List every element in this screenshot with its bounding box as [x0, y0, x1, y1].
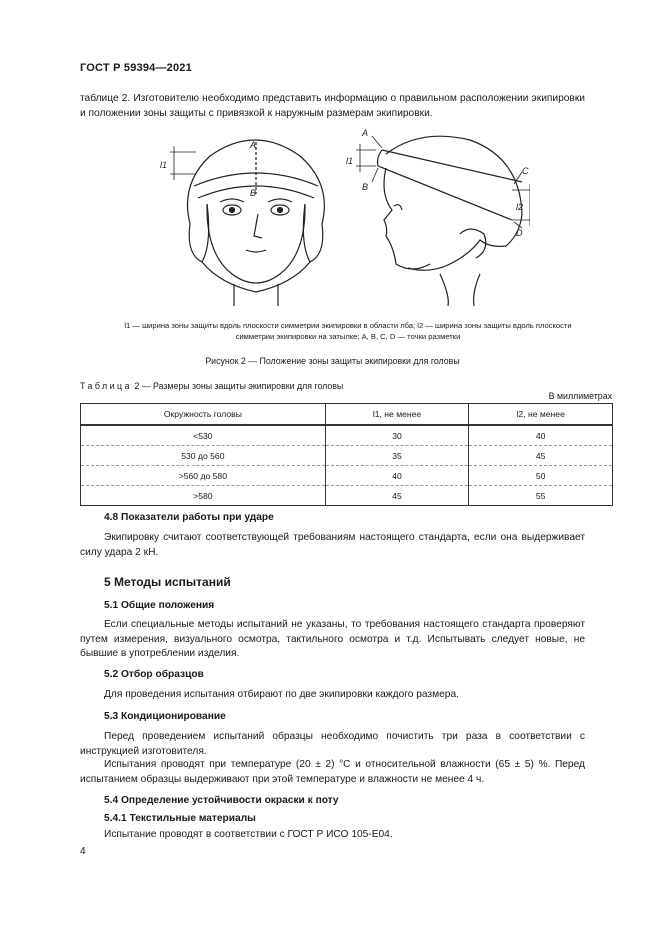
figure-caption: Рисунок 2 — Положение зоны защиты экипировки для головы [205, 356, 460, 366]
table-cell: 45 [469, 446, 613, 466]
section-5-heading: 5 Методы испытаний [104, 575, 231, 589]
section-4-8-heading: 4.8 Показатели работы при ударе [104, 512, 274, 523]
label-d-side: D [516, 228, 523, 238]
table-cell: 30 [325, 425, 469, 446]
section-5-3-heading: 5.3 Кондиционирование [104, 711, 226, 722]
table-title [80, 381, 343, 391]
table-cell: 40 [469, 425, 613, 446]
section-5-4-heading: 5.4 Определение устойчивости окраски к поту [104, 795, 339, 806]
section-5-3-text-2: Испытания проводят при температуре (20 ± 2) °С и относительной влажности (65 ± 5) %. Перед испытанием образцы выдерживают при этой температуре и влажности не менее 4 ч. [80, 759, 585, 785]
section-5-3-text-1: Перед проведением испытаний образцы необходимо почистить три раза в соответствии с инструкцией изготовителя. [80, 731, 585, 757]
table-header-row [81, 404, 613, 426]
figure-legend-line-2: симметрии экипировки на затылке; A, B, C, D — точки разметки [235, 332, 461, 341]
label-b-front: B [250, 188, 257, 198]
label-c-side: C [522, 166, 529, 176]
table-units: В миллиметрах [548, 391, 612, 401]
label-l2-side: l2 [516, 202, 524, 212]
column-header-circumference: Окружность головы [81, 404, 326, 426]
section-5-2-heading: 5.2 Отбор образцов [104, 669, 204, 680]
document-header: ГОСТ Р 59394—2021 [80, 62, 192, 74]
side-head-drawing [356, 136, 530, 306]
table-cell: 530 до 560 [81, 446, 326, 466]
head-protection-figure [150, 124, 530, 314]
front-head-drawing [170, 140, 324, 306]
table-cell: 35 [325, 446, 469, 466]
table-cell: >580 [81, 486, 326, 506]
protection-zone-table [80, 403, 613, 506]
intro-paragraph: таблице 2. Изготовителю необходимо представить информацию о правильном расположении экипировки и положении зоны защиты с привязкой к наружным размерам экипировки. [80, 93, 585, 119]
table-cell: >560 до 580 [81, 466, 326, 486]
section-5-2-text: Для проведения испытания отбирают по две экипировки каждого размера. [104, 689, 459, 700]
label-b-side: B [362, 182, 369, 192]
section-5-4-1-heading: 5.4.1 Текстильные материалы [104, 813, 256, 824]
column-header-l2: l2, не менее [469, 404, 613, 426]
label-a-front: A [250, 140, 257, 150]
figure-legend [88, 320, 608, 342]
section-5-4-1-text: Испытание проводят в соответствии с ГОСТ Р ИСО 105-Е04. [104, 829, 393, 840]
table-cell: 55 [469, 486, 613, 506]
table-row [81, 446, 613, 466]
column-header-l1: l1, не менее [325, 404, 469, 426]
label-a-side: A [362, 128, 369, 138]
table-row [81, 466, 613, 486]
table-cell: 45 [325, 486, 469, 506]
section-4-8-text: Экипировку считают соответствующей требованиям настоящего стандарта, если она выдерживает силу удара 2 кН. [80, 532, 585, 558]
table-title-text: 2 — Размеры зоны защиты экипировки для головы [134, 381, 344, 391]
section-5-1-text: Если специальные методы испытаний не указаны, то требования настоящего стандарта проверяют путем измерения, визуального осмотра, тактильного осмотра и т.д. Испытывать следует новые, не бывшие в употреблении изделия. [80, 619, 585, 659]
table-cell: <530 [81, 425, 326, 446]
table-row [81, 486, 613, 506]
table-cell: 50 [469, 466, 613, 486]
table-cell: 40 [325, 466, 469, 486]
label-l1-front: l1 [160, 160, 168, 170]
section-5-1-heading: 5.1 Общие положения [104, 600, 215, 611]
table-row [81, 425, 613, 446]
label-l1-side: l1 [346, 156, 354, 166]
page-number: 4 [80, 846, 86, 857]
table-label: Таблица [80, 381, 132, 391]
figure-legend-line-1: l1 — ширина зоны защиты вдоль плоскости симметрии экипировки в области лба; l2 — ширина зоны защиты вдоль плоскости [124, 321, 572, 330]
